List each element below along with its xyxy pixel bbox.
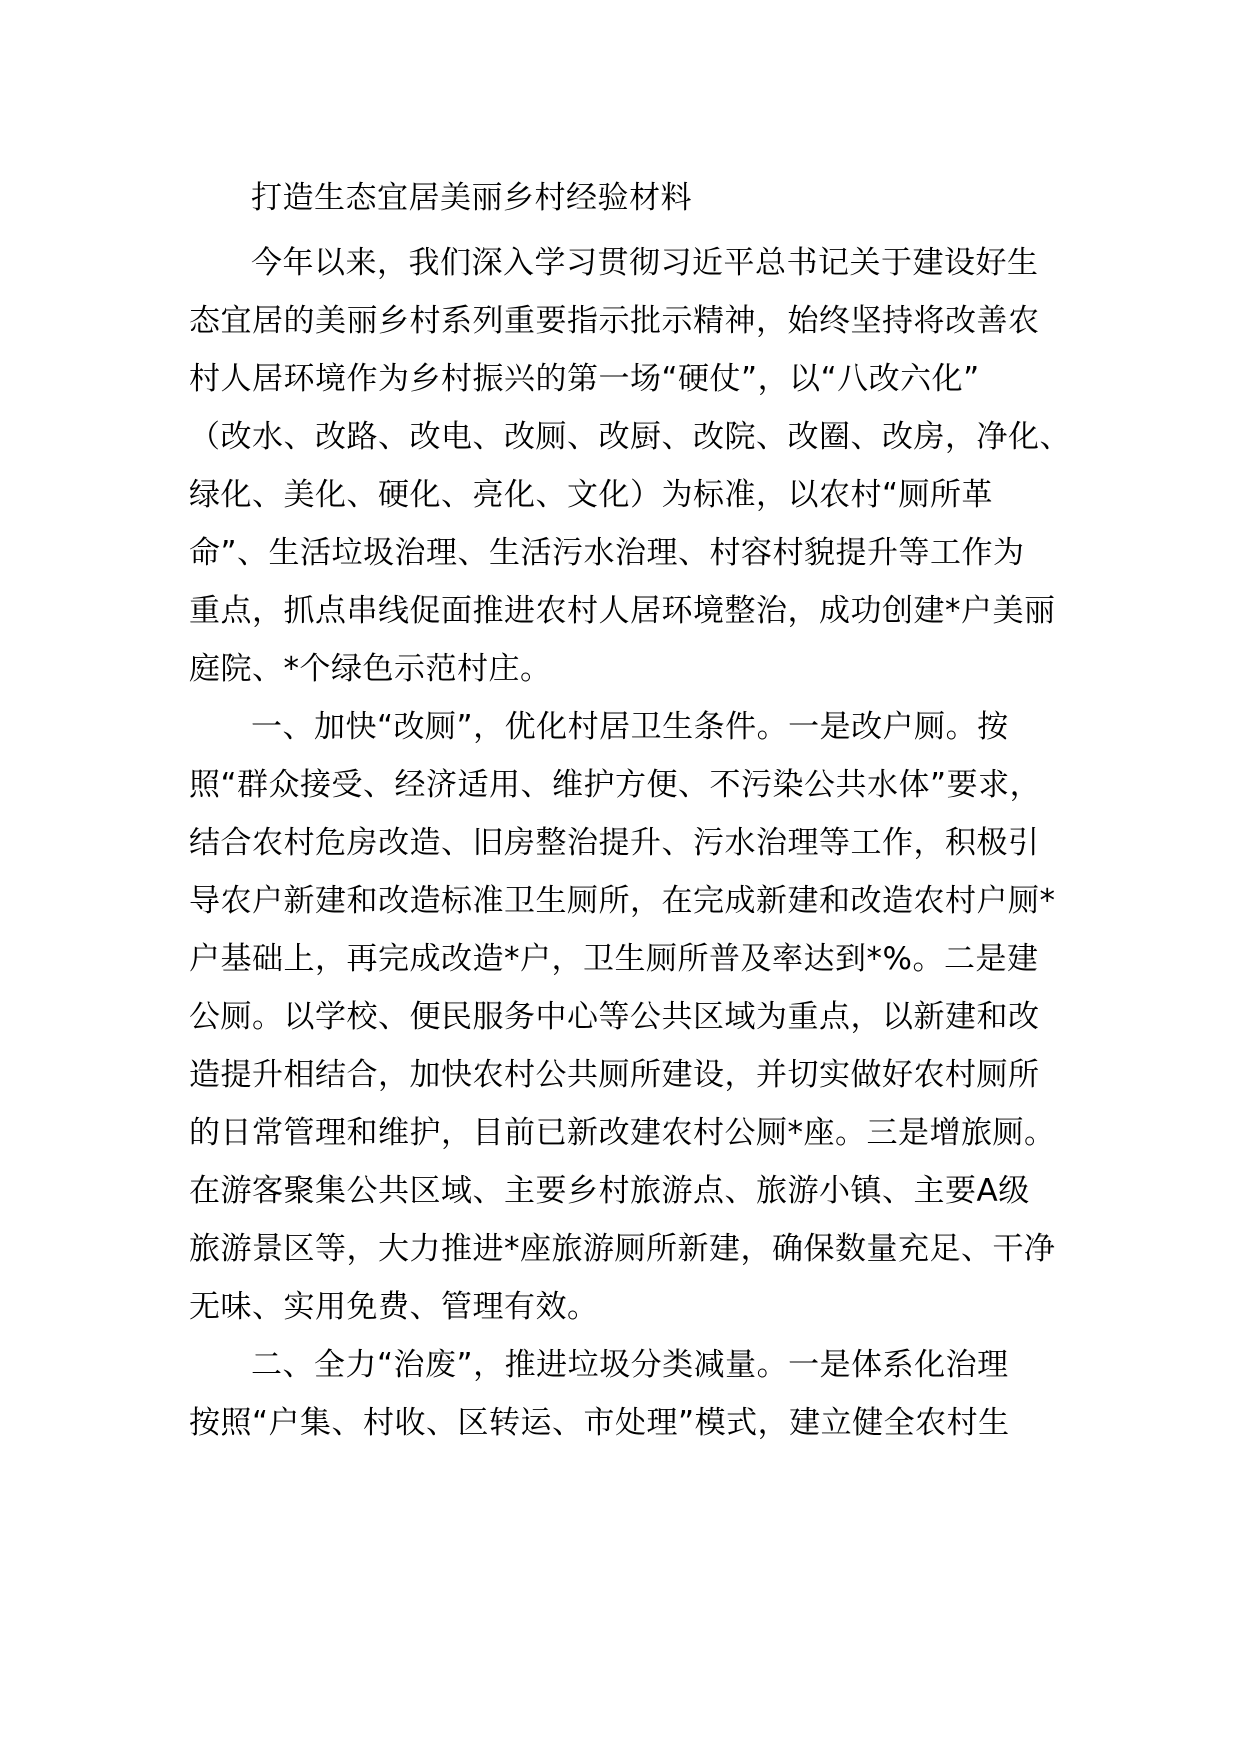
paragraph-line: 造提升相结合，加快农村公共厕所建设，并切实做好农村厕所 xyxy=(189,1057,1040,1093)
paragraph-line: 无味、实用免费、管理有效。 xyxy=(189,1289,599,1325)
paragraph-line: 按照“户集、村收、区转运、市处理”模式，建立健全农村生 xyxy=(189,1405,1010,1441)
paragraph-line: 重点，抓点串线促面推进农村人居环境整治，成功创建*户美丽 xyxy=(189,593,1056,629)
paragraph-line: 命”、生活垃圾治理、生活污水治理、村容村貌提升等工作为 xyxy=(189,535,1025,571)
paragraph-line: 今年以来，我们深入学习贯彻习近平总书记关于建设好生 xyxy=(251,245,1039,281)
paragraph-line: 庭院、*个绿色示范村庄。 xyxy=(189,651,552,687)
document-title: 打造生态宜居美丽乡村经验材料 xyxy=(251,180,692,216)
paragraph-line: 结合农村危房改造、旧房整治提升、污水治理等工作，积极引 xyxy=(189,825,1040,861)
paragraph-line: 户基础上，再完成改造*户，卫生厕所普及率达到*%。二是建 xyxy=(189,941,1039,977)
paragraph-line: （改水、改路、改电、改厕、改厨、改院、改圈、改房，净化、 xyxy=(189,419,1071,455)
paragraph-line: 旅游景区等，大力推进*座旅游厕所新建，确保数量充足、干净 xyxy=(189,1231,1056,1267)
paragraph-line: 在游客聚集公共区域、主要乡村旅游点、旅游小镇、主要A级 xyxy=(189,1173,1030,1209)
paragraph-line: 态宜居的美丽乡村系列重要指示批示精神，始终坚持将改善农 xyxy=(189,303,1040,339)
paragraph-line: 公厕。以学校、便民服务中心等公共区域为重点，以新建和改 xyxy=(189,999,1040,1035)
paragraph-line: 导农户新建和改造标准卫生厕所，在完成新建和改造农村户厕* xyxy=(189,883,1056,919)
paragraph-line: 绿化、美化、硬化、亮化、文化）为标准，以农村“厕所革 xyxy=(189,477,994,513)
section-heading-line: 二、全力“治废”，推进垃圾分类减量。一是体系化治理 xyxy=(251,1347,1009,1383)
section-heading-line: 一、加快“改厕”，优化村居卫生条件。一是改户厕。按 xyxy=(251,709,1009,745)
paragraph-line: 的日常管理和维护，目前已新改建农村公厕*座。三是增旅厕。 xyxy=(189,1115,1056,1151)
paragraph-line: 照“群众接受、经济适用、维护方便、不污染公共水体”要求， xyxy=(189,767,1042,803)
paragraph-line: 村人居环境作为乡村振兴的第一场“硬仗”，以“八改六化” xyxy=(189,361,980,397)
